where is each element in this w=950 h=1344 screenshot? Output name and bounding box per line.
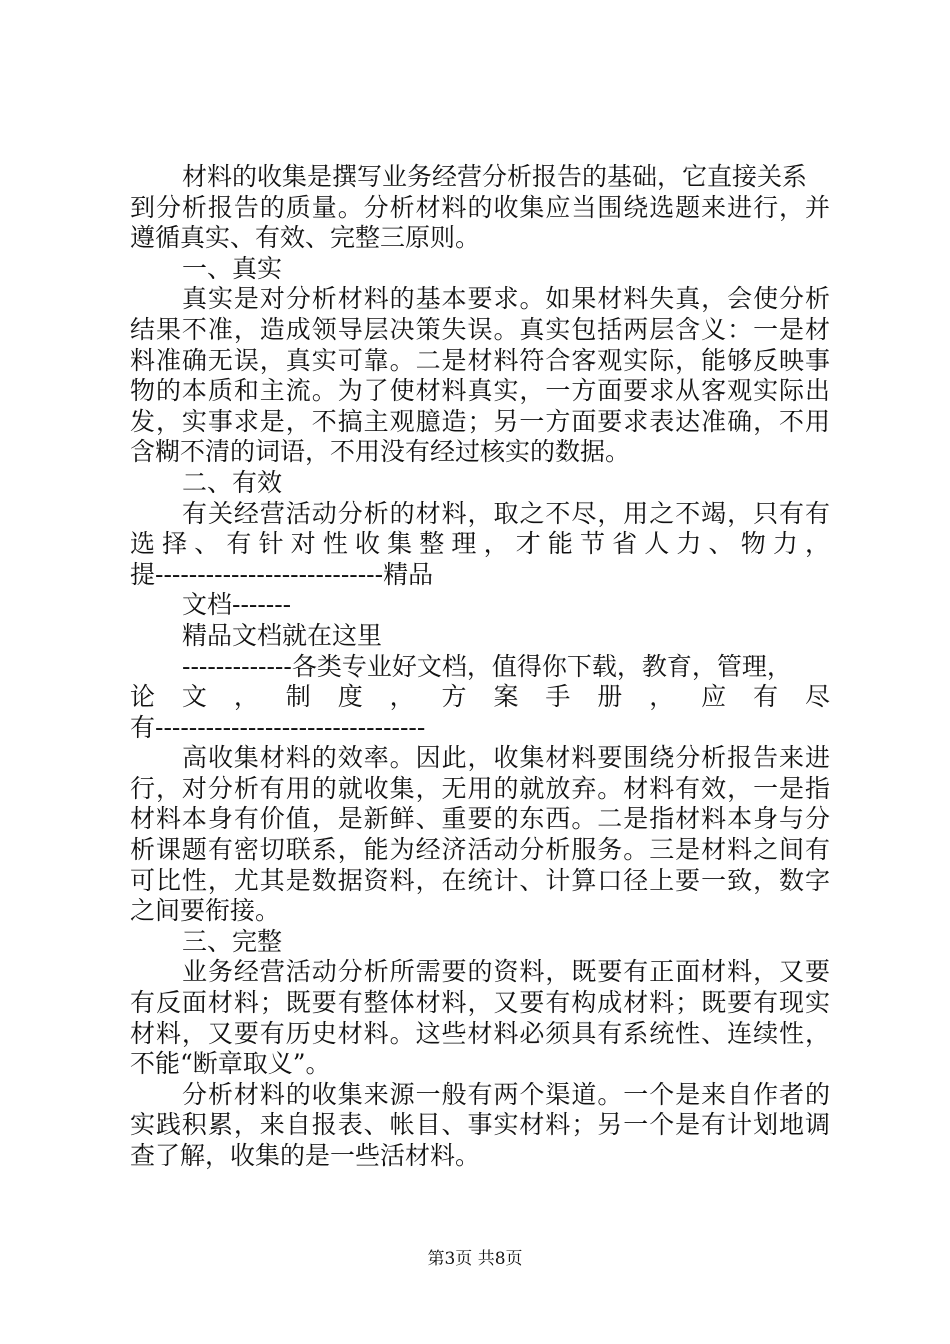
text-line: 材料本身有价值，是新鲜、重要的东西。二是指材料本身与分 (130, 804, 830, 834)
text-line: 提---------------------------精品 (130, 559, 434, 589)
text-line: 分析材料的收集来源一般有两个渠道。一个是来自作者的 (182, 1079, 830, 1109)
text-line: -------------各类专业好文档，值得你下载，教育，管理， (182, 651, 792, 681)
text-line: 业务经营活动分析所需要的资料，既要有正面材料，又要 (182, 957, 830, 987)
section-heading: 二、有效 (182, 467, 283, 497)
text-line: 料准确无误，真实可靠。二是材料符合客观实际，能够反映事 (130, 345, 830, 375)
text-line: 发，实事求是，不搞主观臆造；另一方面要求表达准确，不用 (130, 406, 830, 436)
text-line: 有-------------------------------- (130, 712, 426, 742)
section-heading: 一、真实 (182, 253, 283, 283)
text-line: 含糊不清的词语，不用没有经过核实的数据。 (130, 437, 631, 467)
text-line: 选择、有针对性收集整理，才能节省人力、物力， (130, 529, 830, 559)
page-footer: 第3页 共8页 (427, 1249, 523, 1269)
text-line: 到分析报告的质量。分析材料的收集应当围绕选题来进行，并 (130, 192, 830, 222)
text-line: 遵循真实、有效、完整三原则。 (130, 223, 481, 253)
text-line: 材料，又要有历史材料。这些材料必须具有系统性、连续性， (130, 1018, 830, 1048)
section-heading: 三、完整 (182, 926, 283, 956)
text-line: 结果不准，造成领导层决策失误。真实包括两层含义：一是材 (130, 314, 830, 344)
text-line: 高收集材料的效率。因此，收集材料要围绕分析报告来进 (182, 743, 830, 773)
text-line: 析课题有密切联系，能为经济活动分析服务。三是材料之间有 (130, 835, 830, 865)
text-line: 材料的收集是撰写业务经营分析报告的基础，它直接关系 (182, 162, 808, 191)
text-line: 实践积累，来自报表、帐目、事实材料；另一个是有计划地调 (130, 1110, 830, 1140)
text-line: 不能“断章取义”。 (130, 1049, 331, 1079)
text-line: 物的本质和主流。为了使材料真实，一方面要求从客观实际出 (130, 376, 830, 406)
text-line: 精品文档就在这里 (182, 620, 383, 650)
text-line: 可比性，尤其是数据资料，在统计、计算口径上要一致，数字 (130, 865, 830, 895)
text-line: 有关经营活动分析的材料，取之不尽，用之不竭，只有有 (182, 498, 830, 528)
text-line: 行，对分析有用的就收集，无用的就放弃。材料有效，一是指 (130, 773, 830, 803)
text-line: 文档------- (182, 590, 292, 620)
text-line: 查了解，收集的是一些活材料。 (130, 1141, 481, 1170)
text-line: 之间要衔接。 (130, 896, 281, 926)
text-line: 真实是对分析材料的基本要求。如果材料失真，会使分析 (182, 284, 830, 314)
text-line: 论文，制度，方案手册，应有尽 (130, 682, 830, 712)
document-body (130, 162, 830, 1172)
text-line: 有反面材料；既要有整体材料，又要有构成材料；既要有现实 (130, 988, 830, 1018)
